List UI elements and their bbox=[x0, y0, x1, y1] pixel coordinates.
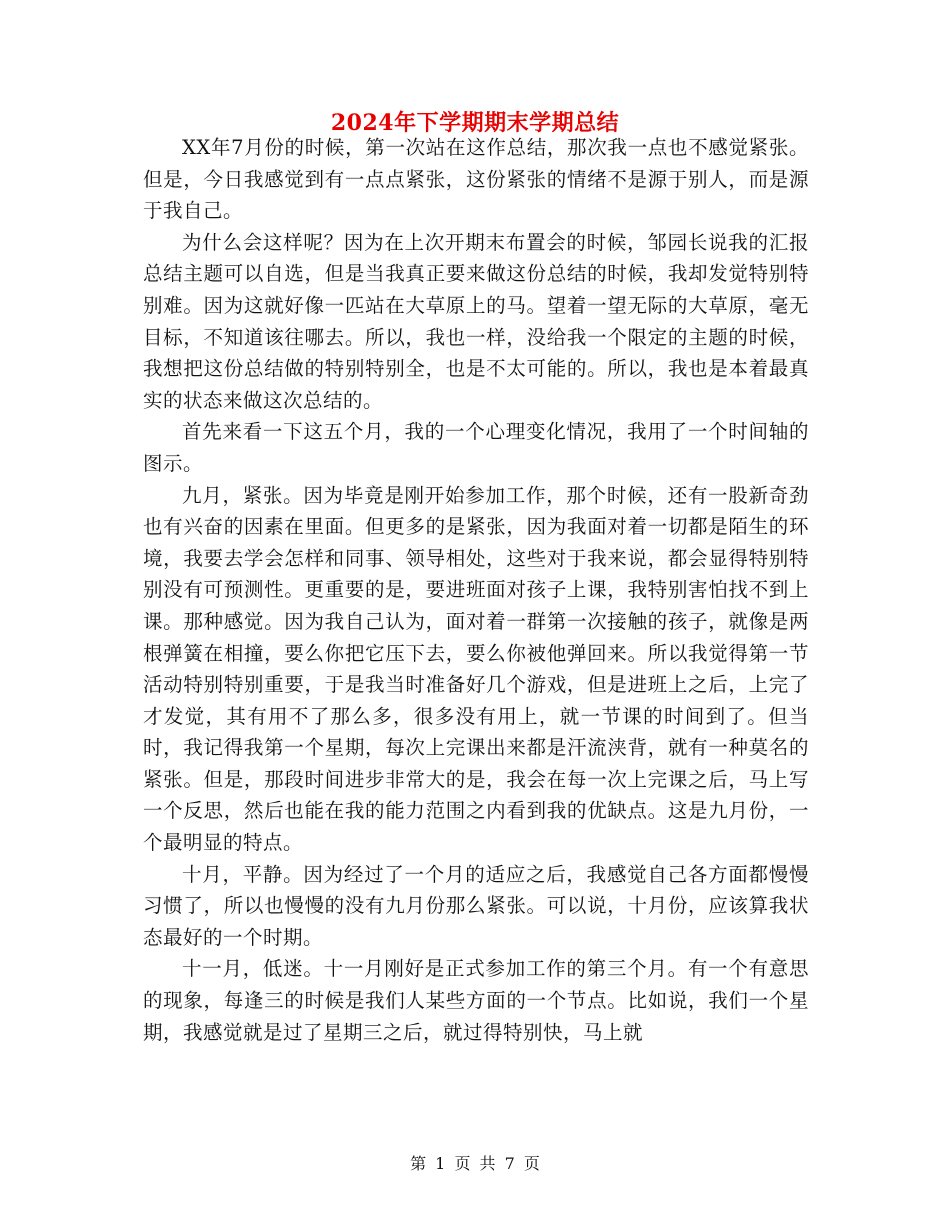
paragraph-5: 十月，平静。因为经过了一个月的适应之后，我感觉自己各方面都慢慢习惯了，所以也慢慢的没有九月份那么紧张。可以说，十月份，应该算我状态最好的一个时期。 bbox=[143, 862, 809, 949]
paragraph-3: 首先来看一下这五个月，我的一个心理变化情况，我用了一个时间轴的图示。 bbox=[143, 420, 809, 475]
paragraph-1: XX年7月份的时候，第一次站在这作总结，那次我一点也不感觉紧张。但是，今日我感觉到有一点点紧张，这份紧张的情绪不是源于别人，而是源于我自己。 bbox=[143, 136, 809, 223]
document-body bbox=[143, 132, 809, 1048]
paragraph-2: 为什么会这样呢？因为在上次开期末布置会的时候，邹园长说我的汇报总结主题可以自选，但是当我真正要来做这份总结的时候，我却发觉特别特别难。因为这就好像一匹站在大草原上的马。望着一望无际的大草原，毫无目标，不知道该往哪去。所以，我也一样，没给我一个限定的主题的时候，我想把这份总结做的特别特别全，也是不太可能的。所以，我也是本着最真实的状态来做这次总结的。 bbox=[143, 230, 809, 412]
document-title: 2024年下学期期末学期总结 bbox=[330, 110, 620, 136]
paragraph-4: 九月，紧张。因为毕竟是刚开始参加工作，那个时候，还有一股新奇劲也有兴奋的因素在里面。但更多的是紧张，因为我面对着一切都是陌生的环境，我要去学会怎样和同事、领导相处，这些对于我来说，都会显得特别特别没有可预测性。更重要的是，要进班面对孩子上课，我特别害怕找不到上课。那种感觉。因为我自己认为，面对着一群第一次接触的孩子，就像是两根弹簧在相撞，要么你把它压下去，要么你被他弹回来。所以我觉得第一节活动特别特别重要，于是我当时准备好几个游戏，但是进班上之后，上完了才发觉，其有用不了那么多，很多没有用上，就一节课的时间到了。但当时，我记得我第一个星期，每次上完课出来都是汗流浃背，就有一种莫名的紧张。但是，那段时间进步非常大的是，我会在每一次上完课之后，马上写一个反思，然后也能在我的能力范围之内看到我的优缺点。这是九月份，一个最明显的特点。 bbox=[143, 483, 809, 855]
paragraph-6: 十一月，低迷。十一月刚好是正式参加工作的第三个月。有一个有意思的现象，每逢三的时候是我们人某些方面的一个节点。比如说，我们一个星期，我感觉就是过了星期三之后，就过得特别快，马上就 bbox=[143, 957, 809, 1044]
page-footer: 第 1 页 共 7 页 bbox=[410, 1154, 540, 1173]
